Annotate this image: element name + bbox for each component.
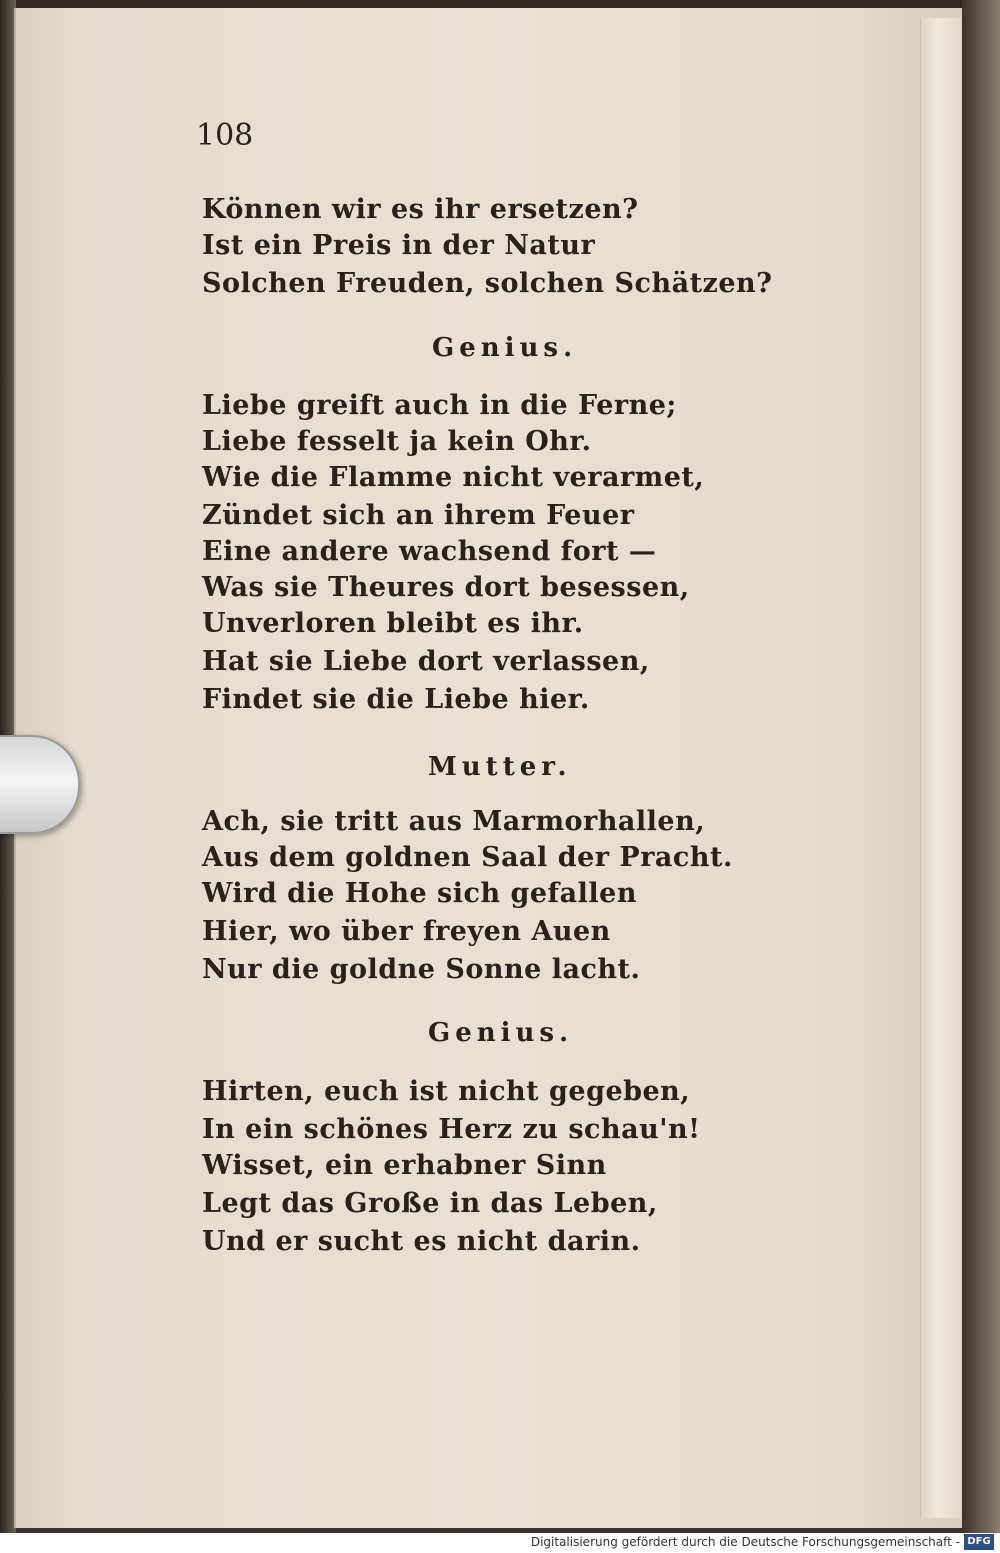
verse-line: In ein schönes Herz zu schau'n! [202, 1114, 701, 1145]
footer-credit: Digitalisierung gefördert durch die Deutsche Forschungsgemeinschaft - [530, 1535, 960, 1549]
speaker-heading: Genius. [432, 333, 578, 363]
verse-line: Hat sie Liebe dort verlassen, [202, 646, 650, 677]
page-number: 108 [196, 118, 254, 153]
verse-line: Aus dem goldnen Saal der Pracht. [202, 842, 733, 873]
verse-line: Und er sucht es nicht darin. [202, 1226, 641, 1257]
footer [0, 1533, 1000, 1553]
verse-line: Nur die goldne Sonne lacht. [202, 954, 641, 985]
verse-line: Unverloren bleibt es ihr. [202, 608, 584, 639]
verse-line: Was sie Theures dort besessen, [202, 572, 690, 603]
verse-line: Ach, sie tritt aus Marmorhallen, [202, 806, 706, 837]
speaker-heading: Mutter. [428, 752, 572, 782]
dfg-logo-icon: DFG [964, 1534, 994, 1550]
verse-line: Zündet sich an ihrem Feuer [202, 500, 635, 531]
verse-line: Wie die Flamme nicht verarmet, [202, 462, 705, 493]
verse-line: Ist ein Preis in der Natur [202, 230, 596, 261]
verse-line: Solchen Freuden, solchen Schätzen? [202, 268, 773, 299]
verse-line: Hirten, euch ist nicht gegeben, [202, 1076, 691, 1107]
verse-line: Findet sie die Liebe hier. [202, 684, 590, 715]
verse-line: Wird die Hohe sich gefallen [202, 878, 637, 909]
verse-line: Legt das Große in das Leben, [202, 1188, 658, 1219]
verse-line: Hier, wo über freyen Auen [202, 916, 611, 947]
verse-line: Wisset, ein erhabner Sinn [202, 1150, 607, 1181]
page-edge [920, 18, 961, 1518]
page-shadow [962, 0, 1000, 1533]
speaker-heading: Genius. [428, 1018, 574, 1048]
verse-line: Liebe greift auch in die Ferne; [202, 390, 677, 421]
verse-line: Eine andere wachsend fort — [202, 536, 657, 567]
verse-line: Liebe fesselt ja kein Ohr. [202, 426, 592, 457]
verse-line: Können wir es ihr ersetzen? [202, 194, 639, 225]
